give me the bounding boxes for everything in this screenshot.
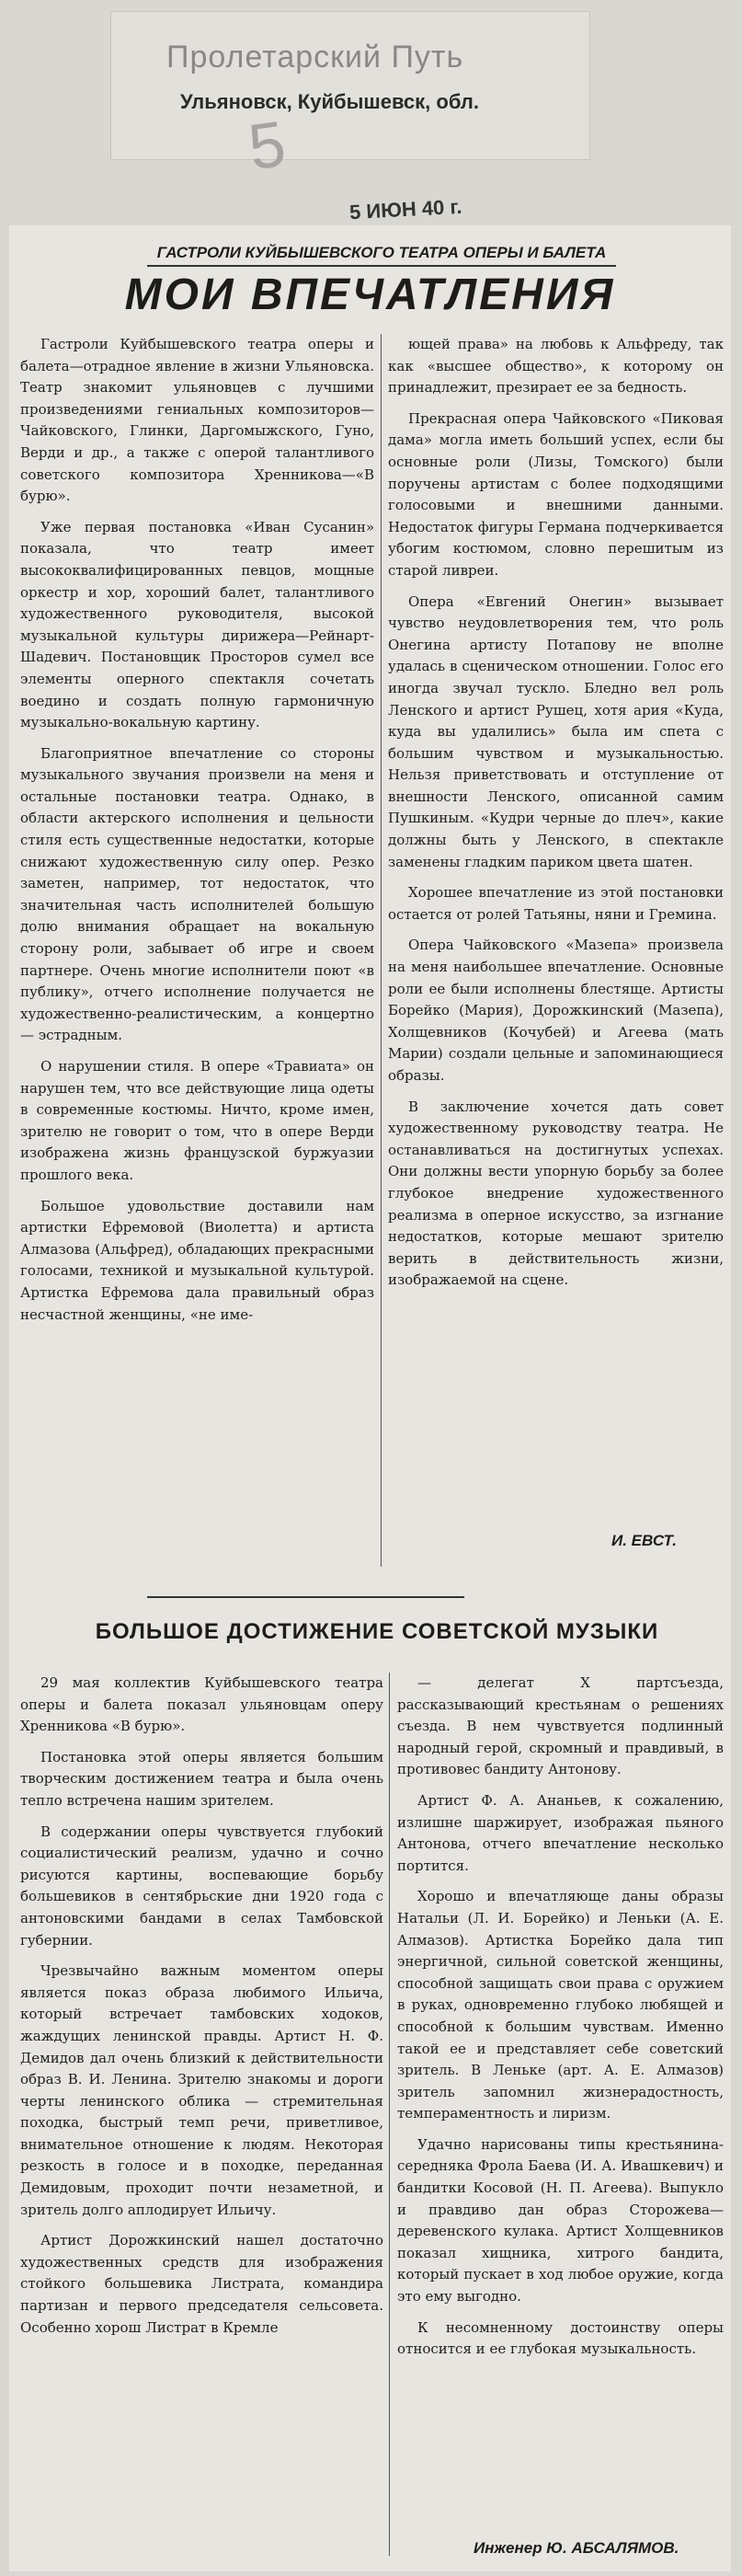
newspaper-name: Пролетарский Путь — [166, 40, 464, 75]
paragraph: Постановка этой оперы является большим творческим достижением театра и была очень тепло встречена нашим зрителем. — [20, 1748, 383, 1809]
article1-signature: И. ЕВСТ. — [611, 1532, 677, 1549]
paragraph: Опера Чайковского «Мазепа» произвела на меня наибольшее впечатление. Основные роли ее были исполнены блестяще. Артисты Борейко (Мария), Дорожкинский (Мазепа), Холщевников (Кочубей) и Агеева (мать Марии) создали цельные и запоминающиеся образы. — [388, 937, 724, 1084]
paragraph: Артист Ф. А. Ананьев, к сожалению, излишне шаржирует, изображая пьяного Антонова, отчего впечатление несколько портится. — [397, 1791, 724, 1874]
newspaper-clipping — [9, 225, 731, 2571]
article2-left-column — [20, 1673, 383, 2339]
paragraph: Хорошее впечатление из этой постановки остается от ролей Татьяны, няни и Гремина. — [388, 884, 724, 923]
article-title: МОИ ВПЕЧАТЛЕНИЯ — [124, 270, 616, 319]
paragraph: Прекрасная опера Чайковского «Пиковая дама» могла иметь больший успех, если бы основные роли (Лизы, Томского) были поручены артистам с более подходящими голосовыми и внешними данными. Недостаток фигуры Германа подчеркивается убогим костюмом, словно перешитым из старой ливреи. — [388, 409, 724, 579]
article-rubric: ГАСТРОЛИ КУЙБЫШЕВСКОГО ТЕАТРА ОПЕРЫ И БАЛЕТА — [156, 244, 607, 261]
article-separator — [147, 1596, 464, 1598]
paragraph: Удачно нарисованы типы крестьянина-середняка Фрола Баева (И. А. Ивашкевич) и бандитки Косовой (Н. П. Агеева). Выпукло и правдиво дан образ Сторожева—деревенского кулака. Артист Холщевников показал хищника, хитрого бандита, который пускает в ход любое оружие, когда это ему выгодно. — [397, 2135, 724, 2306]
paragraph: Артист Дорожкинский нашел достаточно художественных средств для изображения стойкого большевика Листрата, командира партизан и первого председателя сельсовета. Особенно хорош Листрат в Кремле — [20, 2232, 383, 2336]
article2-signature: Инженер Ю. АБСАЛЯМОВ. — [474, 2539, 679, 2557]
article2-right-column — [397, 1673, 724, 2361]
paragraph: Опера «Евгений Онегин» вызывает чувство неудовлетворения тем, что роль Онегина артисту Потапову не вполне удалась в сценическом отношении. Голос его иногда звучал тускло. Бледно вел роль Ленского и артист Рушец, хотя ария «Куда, куда вы удалились» была им спета с большим чувством и музыкальностью. Нельзя приветствовать и отступление от внешности Ленского, описанной самим Пушкиным. «Кудри черные до плеч», какие должны быть у Ленского, в спектакле заменены гладким париком цвета шатен. — [388, 592, 724, 870]
newspaper-city: Ульяновск, Куйбышевск, обл. — [180, 90, 479, 113]
date-stamp: 5 ИЮН 40 г. — [348, 194, 463, 224]
article1-left-column — [20, 334, 374, 1326]
paragraph: Уже первая постановка «Иван Сусанин» показала, что театр имеет высококвалифицированных певцов, мощные оркестр и хор, хороший балет, талантливого художественного руководителя, высокой музыкальной культуры дирижера—Рейнарт-Шадевич. Постановщик Просторов сумел все элементы оперного спектакля сочетать воедино и создать полную гармоничную музыкально-вокальную картину. — [20, 518, 374, 731]
handwritten-mark: 5 — [244, 107, 291, 184]
library-stamp — [110, 11, 590, 184]
article2-title: БОЛЬШОЕ ДОСТИЖЕНИЕ СОВЕТСКОЙ МУЗЫКИ — [95, 1619, 659, 1644]
paragraph: В заключение хочется дать совет художественному руководству театра. Не останавливаться на достигнутых успехах. Они должны вести упорную борьбу за более глубокое внедрение художественного реализма в оперное искусство, за изгнание недостатков, которые мешают зрителю верить в действительность жизни, изображаемой на сцене. — [388, 1098, 724, 1289]
paragraph: В содержании оперы чувствуется глубокий социалистический реализм, удачно и сочно рисуются картины, воспевающие борьбу большевиков в сентябрьские дни 1920 года с антоновскими бандами в селах Тамбовской губернии. — [20, 1823, 383, 1949]
column-divider — [389, 1673, 390, 2556]
article1-right-column — [388, 334, 724, 1292]
paragraph: Чрезвычайно важным моментом оперы является показ образа любимого Ильича, который встречает тамбовских ходоков, жаждущих ленинской правды. Артист Н. Ф. Демидов дал очень близкий к действительности образ В. И. Ленина. Зрителю знакомы и дороги черты ленинского облика — стремительная походка, быстрый темп речи, приветливое, внимательное отношение к людям. Некоторая резкость в голосе и в походке, переданная Демидовым, проходит почти незаметной, и зритель долго аплодирует Ильичу. — [20, 1962, 383, 2218]
paragraph: 29 мая коллектив Куйбышевского театра оперы и балета показал ульяновцам оперу Хренникова «В бурю». — [20, 1674, 383, 1735]
paragraph: Благоприятное впечатление со стороны музыкального звучания произвели на меня и остальные постановки театра. Однако, в области актерского исполнения и цельности стиля есть существенные недостатки, которые снижают художественную силу опер. Резко заметен, например, тот недостаток, что значительная часть исполнителей большую долю внимания обращает на вокальную сторону роли, забывает об игре и своем партнере. Очень многие исполнители поют «в публику», отчего исполнение получается не художественно-реалистическим, а концертно — эстрадным. — [20, 744, 374, 1044]
paragraph: Гастроли Куйбышевского театра оперы и балета—отрадное явление в жизни Ульяновска. Театр знакомит ульяновцев с лучшими произведениями гениальных композиторов—Чайковского, Глинки, Даргомыжского, Гуно, Верди и др., а также с оперой талантливого советского композитора Хренникова—«В бурю». — [20, 336, 374, 505]
column-divider — [381, 334, 382, 1567]
paragraph: ющей права» на любовь к Альфреду, так как «высшее общество», к которому он принадлежит, презирает ее за бедность. — [388, 336, 724, 397]
paragraph: Хорошо и впечатляюще даны образы Натальи (Л. И. Борейко) и Леньки (А. Е. Алмазов). Артистка Борейко дала тип энергичной, сильной советской женщины, способной защищать свои права с оружием в руках, одновременно глубоко любящей и способной к большим чувствам. Именно такой ее и представляет себе советский зритель. В Леньке (арт. А. Е. Алмазов) зритель запомнил жизнерадостность, темпераментность и лиризм. — [397, 1888, 724, 2122]
paragraph: К несомненному достоинству оперы относится и ее глубокая музыкальность. — [397, 2318, 724, 2358]
rubric-rule — [147, 265, 616, 267]
paragraph: — делегат X партсъезда, рассказывающий крестьянам о решениях съезда. В нем чувствуется подлинный народный герой, скромный и правдивый, в противовес бандиту Антонову. — [397, 1674, 724, 1778]
paragraph: О нарушении стиля. В опере «Травиата» он нарушен тем, что все действующие лица одеты в современные костюмы. Ничто, кроме имен, зрителю не говорит о том, что в опере Верди изображена жизнь французской буржуазии прошлого века. — [20, 1058, 374, 1183]
paragraph: Большое удовольствие доставили нам артистки Ефремовой (Виолетта) и артиста Алмазова (Альфред), обладающих прекрасными голосами, техникой и музыкальной культурой. Артистка Ефремова дала правильный образ несчастной женщины, «не име- — [20, 1197, 374, 1323]
